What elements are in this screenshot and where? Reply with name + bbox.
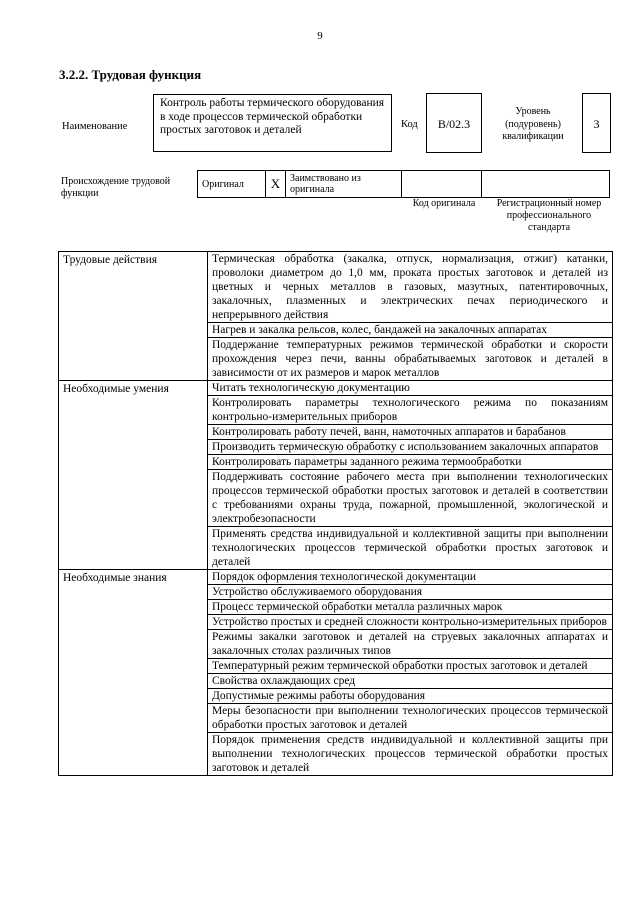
- section-item: Процесс термической обработки металла различных марок: [208, 600, 613, 615]
- origin-label: Происхождение трудовой функции: [61, 176, 171, 199]
- table-row: [59, 570, 613, 585]
- name-value: [153, 94, 392, 152]
- section-item: Порядок оформления технологической документации: [208, 570, 613, 585]
- code-original-label: Код оригинала: [412, 198, 476, 209]
- section-item: Порядок применения средств индивидуальной и коллективной защиты при выполнении технологических процессов термической обработки простых заготовок и деталей: [208, 733, 613, 776]
- section-title: 3.2.2. Трудовая функция: [59, 67, 202, 82]
- reg-number-cell: [482, 171, 610, 198]
- section-item: Устройство простых и средней сложности контрольно-измерительных приборов: [208, 615, 613, 630]
- table-row: [59, 381, 613, 396]
- section-item: Поддержание температурных режимов термической обработки и скорости прохождения через печи, ванны обрабатываемых заготовок и деталей в зависимости от их размеров и марок металлов: [208, 338, 613, 381]
- page-number: 9: [317, 30, 323, 42]
- borrowed-label: Заимствовано из оригинала: [286, 171, 402, 198]
- section-title-cell: Трудовые действия: [59, 252, 208, 381]
- code-value: B/02.3: [426, 93, 482, 153]
- section-item: Применять средства индивидуальной и коллективной защиты при выполнении технологических процессов термической обработки простых заготовок и деталей: [208, 527, 613, 570]
- level-label: Уровень (подуровень) квалификации: [502, 106, 564, 142]
- section-item: Контролировать параметры технологического режима по показаниям контрольно-измерительных приборов: [208, 396, 613, 425]
- origin-table: [197, 170, 610, 198]
- section-item: Термическая обработка (закалка, отпуск, нормализация, отжиг) катанки, проволоки диаметром до 1,0 мм, проката простых заготовок и деталей из цветных и черных металлов в газовых, мазутных, патентировочных, закалочных, плазменных и электрических печах периодического и непрерывного действия: [208, 252, 613, 323]
- section-item: Температурный режим термической обработки простых заготовок и деталей: [208, 659, 613, 674]
- section-item: Нагрев и закалка рельсов, колес, бандажей на закалочных аппаратах: [208, 323, 613, 338]
- original-label: Оригинал: [198, 171, 266, 198]
- section-item: Устройство обслуживаемого оборудования: [208, 585, 613, 600]
- reg-number-label: Регистрационный номер профессионального стандарта: [496, 198, 602, 233]
- table-row: [59, 252, 613, 323]
- original-mark: X: [266, 171, 286, 198]
- section-item: Режимы закалки заготовок и деталей на струевых закалочных аппаратах и закалочных столах различных типов: [208, 630, 613, 659]
- level-value: 3: [582, 93, 611, 153]
- name-label: Наименование: [62, 121, 128, 132]
- section-title-cell: Необходимые умения: [59, 381, 208, 570]
- section-item: Производить термическую обработку с использованием закалочных аппаратов: [208, 440, 613, 455]
- section-title-cell: Необходимые знания: [59, 570, 208, 776]
- section-item: Контролировать работу печей, ванн, намоточных аппаратов и барабанов: [208, 425, 613, 440]
- name-value-text: Контроль работы термического оборудования в ходе процессов термической обработки простых заготовок и деталей: [160, 97, 385, 136]
- section-item: Контролировать параметры заданного режима термообработки: [208, 455, 613, 470]
- section-item: Поддерживать состояние рабочего места при выполнении технологических процессов термической обработки простых заготовок и деталей в соответствии с требованиями охраны труда, пожарной, промышленной, экологической и электробезопасности: [208, 470, 613, 527]
- code-original-cell: [402, 171, 482, 198]
- section-item: Допустимые режимы работы оборудования: [208, 689, 613, 704]
- function-table: [58, 251, 613, 776]
- section-item: Свойства охлаждающих сред: [208, 674, 613, 689]
- section-item: Читать технологическую документацию: [208, 381, 613, 396]
- code-label: Код: [401, 119, 418, 130]
- section-item: Меры безопасности при выполнении технологических процессов термической обработки простых заготовок и деталей: [208, 704, 613, 733]
